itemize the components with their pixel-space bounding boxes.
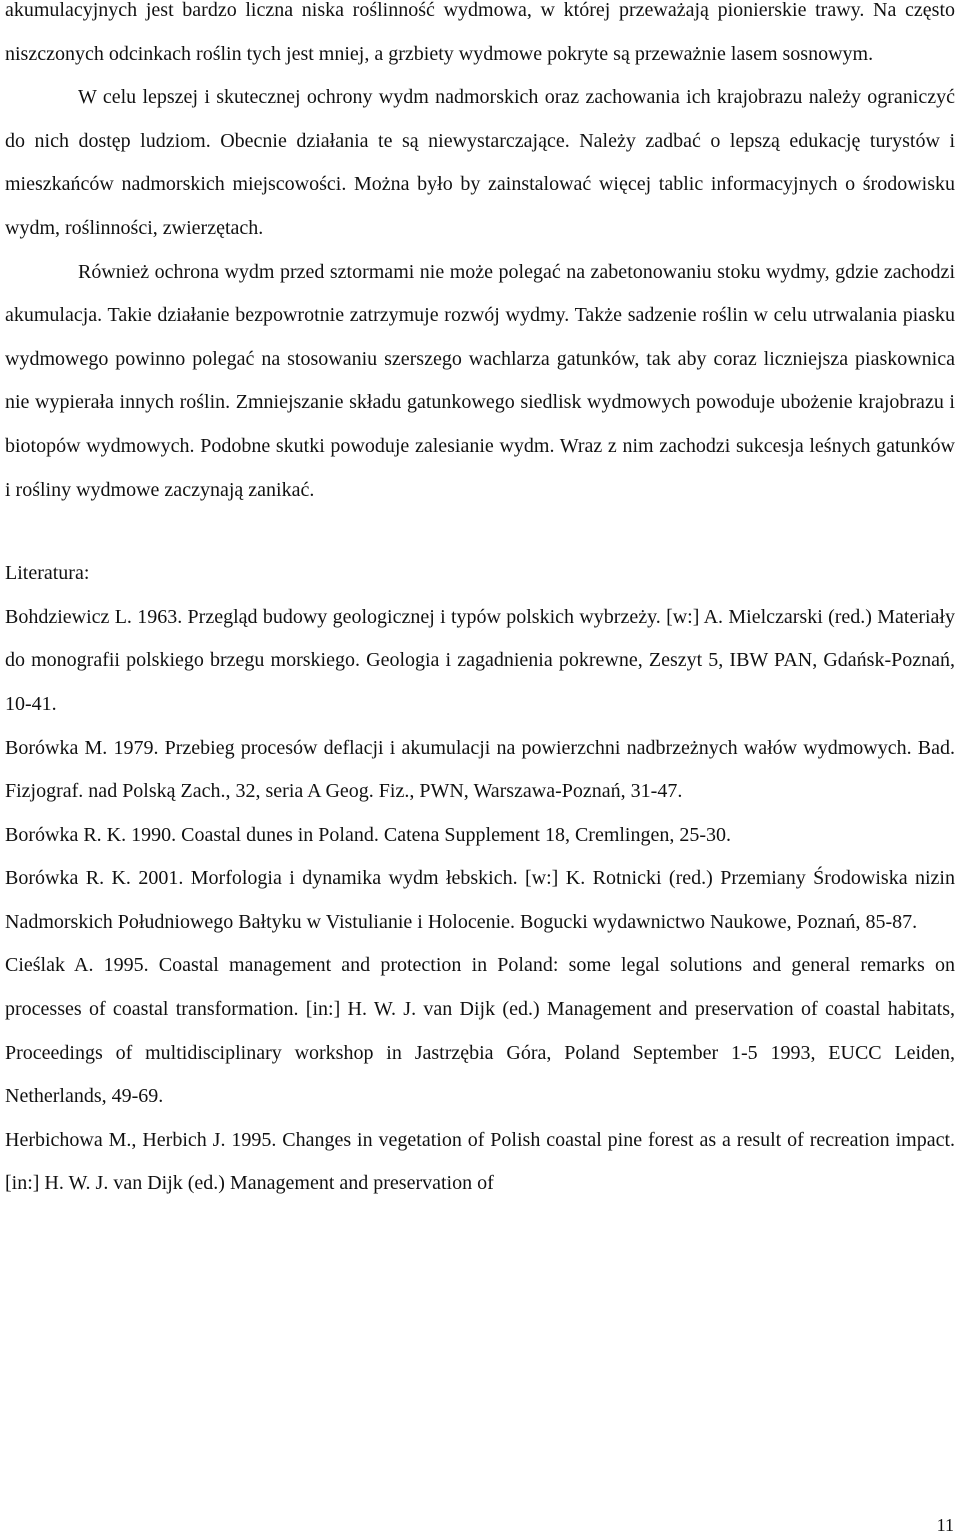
literature-heading: Literatura: [5,562,90,585]
body-paragraph: akumulacyjnych jest bardzo liczna niska roślinność wydmowa, w której przeważają pionierskie trawy. Na często niszczonych odcinkach roślin tych jest mniej, a grzbiety wydmowe pokryte są przeważnie lasem sosnowym. [5,0,955,65]
reference-item: Cieślak A. 1995. Coastal management and protection in Poland: some legal solutions and general remarks on processes of coastal transformation. [in:] H. W. J. van Dijk (ed.) Management and preservation of coastal habitats, Proceedings of multidisciplinary workshop in Jastrzębia Góra, Poland September 1-5 1993, EUCC Leiden, Netherlands, 49-69. [5,954,955,1108]
reference-list [5,596,955,1206]
reference-item: Borówka R. K. 2001. Morfologia i dynamika wydm łebskich. [w:] K. Rotnicki (red.) Przemiany Środowiska nizin Nadmorskich Południowego Bałtyku w Vistulianie i Holocenie. Bogucki wydawnictwo Naukowe, Poznań, 85-87. [5,867,955,933]
body-paragraph: W celu lepszej i skutecznej ochrony wydm nadmorskich oraz zachowania ich krajobrazu należy ograniczyć do nich dostęp ludziom. Obecnie działania te są niewystarczające. Należy zadbać o lepszą edukację turystów i mieszkańców nadmorskich miejscowości. Można było by zainstalować więcej tablic informacyjnych o środowisku wydm, roślinności, zwierzętach. [5,86,955,239]
document-page [5,0,955,1206]
page-number: 11 [936,1515,954,1535]
reference-item: Borówka R. K. 1990. Coastal dunes in Poland. Catena Supplement 18, Cremlingen, 25-30. [5,823,732,846]
reference-item: Borówka M. 1979. Przebieg procesów deflacji i akumulacji na powierzchni nadbrzeżnych wałów wydmowych. Bad. Fizjograf. nad Polską Zach., 32, seria A Geog. Fiz., PWN, Warszawa-Poznań, 31-47. [5,736,955,803]
reference-item: Bohdziewicz L. 1963. Przegląd budowy geologicznej i typów polskich wybrzeży. [w:] A. Mielczarski (red.) Materiały do monografii polskiego brzegu morskiego. Geologia i zagadnienia pokrewne, Zeszyt 5, IBW PAN, Gdańsk-Poznań, 10-41. [5,605,955,715]
reference-item: Herbichowa M., Herbich J. 1995. Changes in vegetation of Polish coastal pine forest as a result of recreation impact. [in:] H. W. J. van Dijk (ed.) Management and preservation of [5,1128,955,1195]
body-paragraph: Również ochrona wydm przed sztormami nie może polegać na zabetonowaniu stoku wydmy, gdzie zachodzi akumulacja. Takie działanie bezpowrotnie zatrzymuje rozwój wydmy. Także sadzenie roślin w celu utrwalania piasku wydmowego powinno polegać na stosowaniu szerszego wachlarza gatunków, tak aby coraz liczniejsza piaskownica nie wypierała innych roślin. Zmniejszanie składu gatunkowego siedlisk wydmowych powoduje ubożenie krajobrazu i biotopów wydmowych. Podobne skutki powoduje zalesianie wydm. Wraz z nim zachodzi sukcesja leśnych gatunków i rośliny wydmowe zaczynają zanikać. [5,260,955,501]
